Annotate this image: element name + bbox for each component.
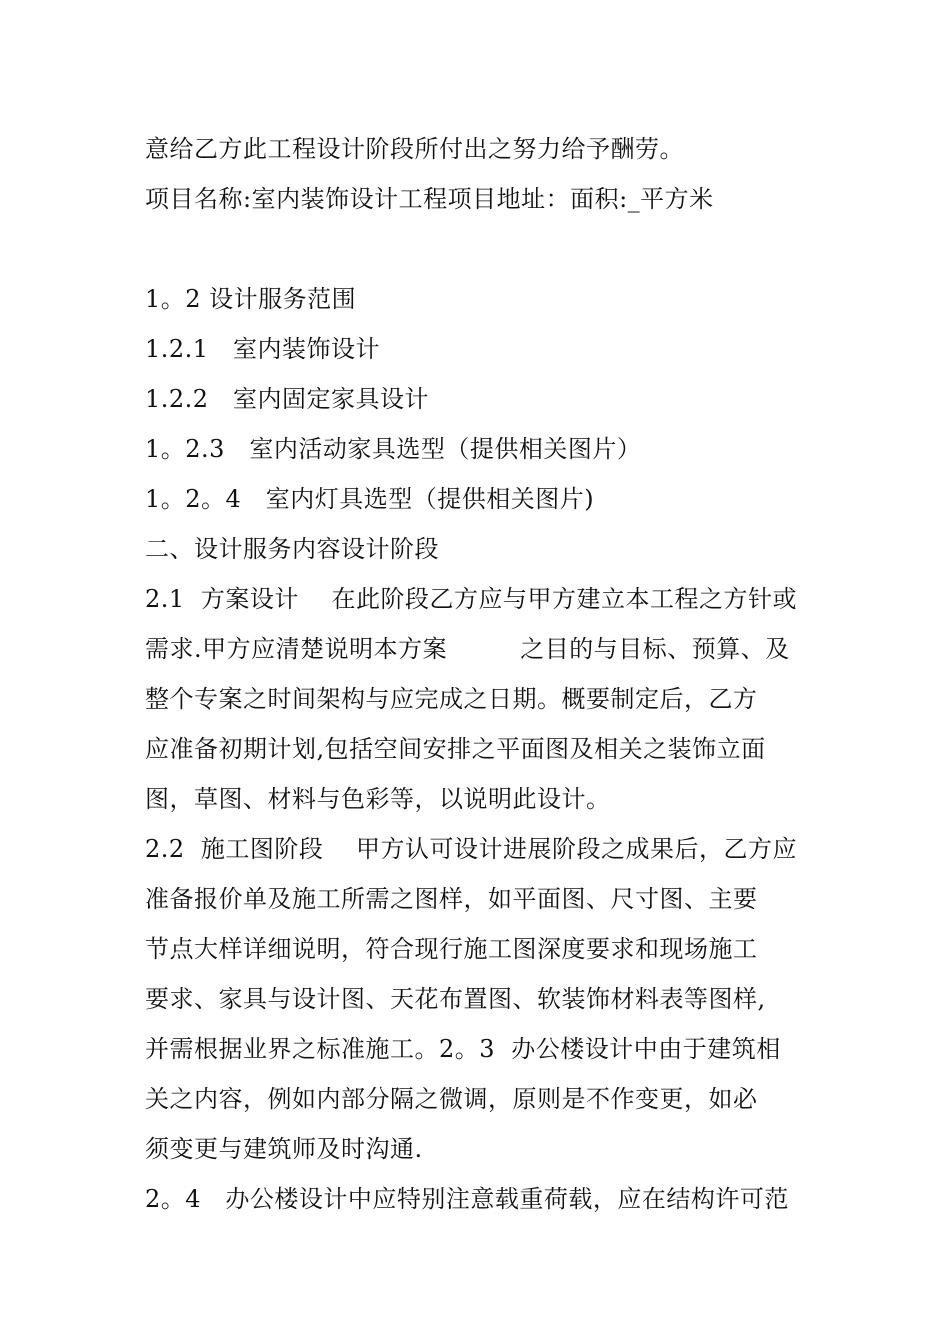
- text-line-2: 项目名称:室内装饰设计工程项目地址：面积:_平方米: [145, 185, 714, 213]
- paragraph-2-2-line-1: 2.2 施工图阶段 甲方认可设计进展阶段之成果后，乙方应: [145, 835, 797, 863]
- paragraph-2-1-line-1: 2.1 方案设计 在此阶段乙方应与甲方建立本工程之方针或: [145, 585, 797, 613]
- paragraph-2-2-line-4: 要求、家具与设计图、天花布置图、软装饰材料表等图样,: [145, 985, 766, 1013]
- paragraph-2-4-line-1: 2。4 办公楼设计中应特别注意载重荷载，应在结构许可范: [145, 1185, 789, 1213]
- paragraph-2-2-line-2: 准备报价单及施工所需之图样，如平面图、尺寸图、主要: [145, 885, 758, 913]
- paragraph-2-1-line-4: 应准备初期计划,包括空间安排之平面图及相关之装饰立面: [145, 735, 766, 763]
- section-heading-1-2: 1。2 设计服务范围: [145, 285, 357, 313]
- paragraph-2-3-line-2: 关之内容，例如内部分隔之微调，原则是不作变更，如必: [145, 1085, 758, 1113]
- list-item-1-2-2: 1.2.2 室内固定家具设计: [145, 385, 429, 413]
- section-heading-2: 二、设计服务内容设计阶段: [145, 535, 439, 563]
- paragraph-2-2-line-5: 并需根据业界之标准施工。2。3 办公楼设计中由于建筑相: [145, 1035, 781, 1063]
- list-item-1-2-4: 1。2。4 室内灯具选型（提供相关图片): [145, 485, 595, 513]
- list-item-1-2-3: 1。2.3 室内活动家具选型（提供相关图片）: [145, 435, 642, 463]
- text-line-1: 意给乙方此工程设计阶段所付出之努力给予酬劳。: [145, 135, 684, 163]
- paragraph-2-1-line-3: 整个专案之时间架构与应完成之日期。概要制定后，乙方: [145, 685, 758, 713]
- list-item-1-2-1: 1.2.1 室内装饰设计: [145, 335, 380, 363]
- paragraph-2-3-line-3: 须变更与建筑师及时沟通.: [145, 1135, 423, 1163]
- paragraph-2-1-line-5: 图，草图、材料与色彩等，以说明此设计。: [145, 785, 611, 813]
- paragraph-2-2-line-3: 节点大样详细说明，符合现行施工图深度要求和现场施工: [145, 935, 758, 963]
- paragraph-2-1-line-2: 需求.甲方应清楚说明本方案 之目的与目标、预算、及: [145, 635, 790, 663]
